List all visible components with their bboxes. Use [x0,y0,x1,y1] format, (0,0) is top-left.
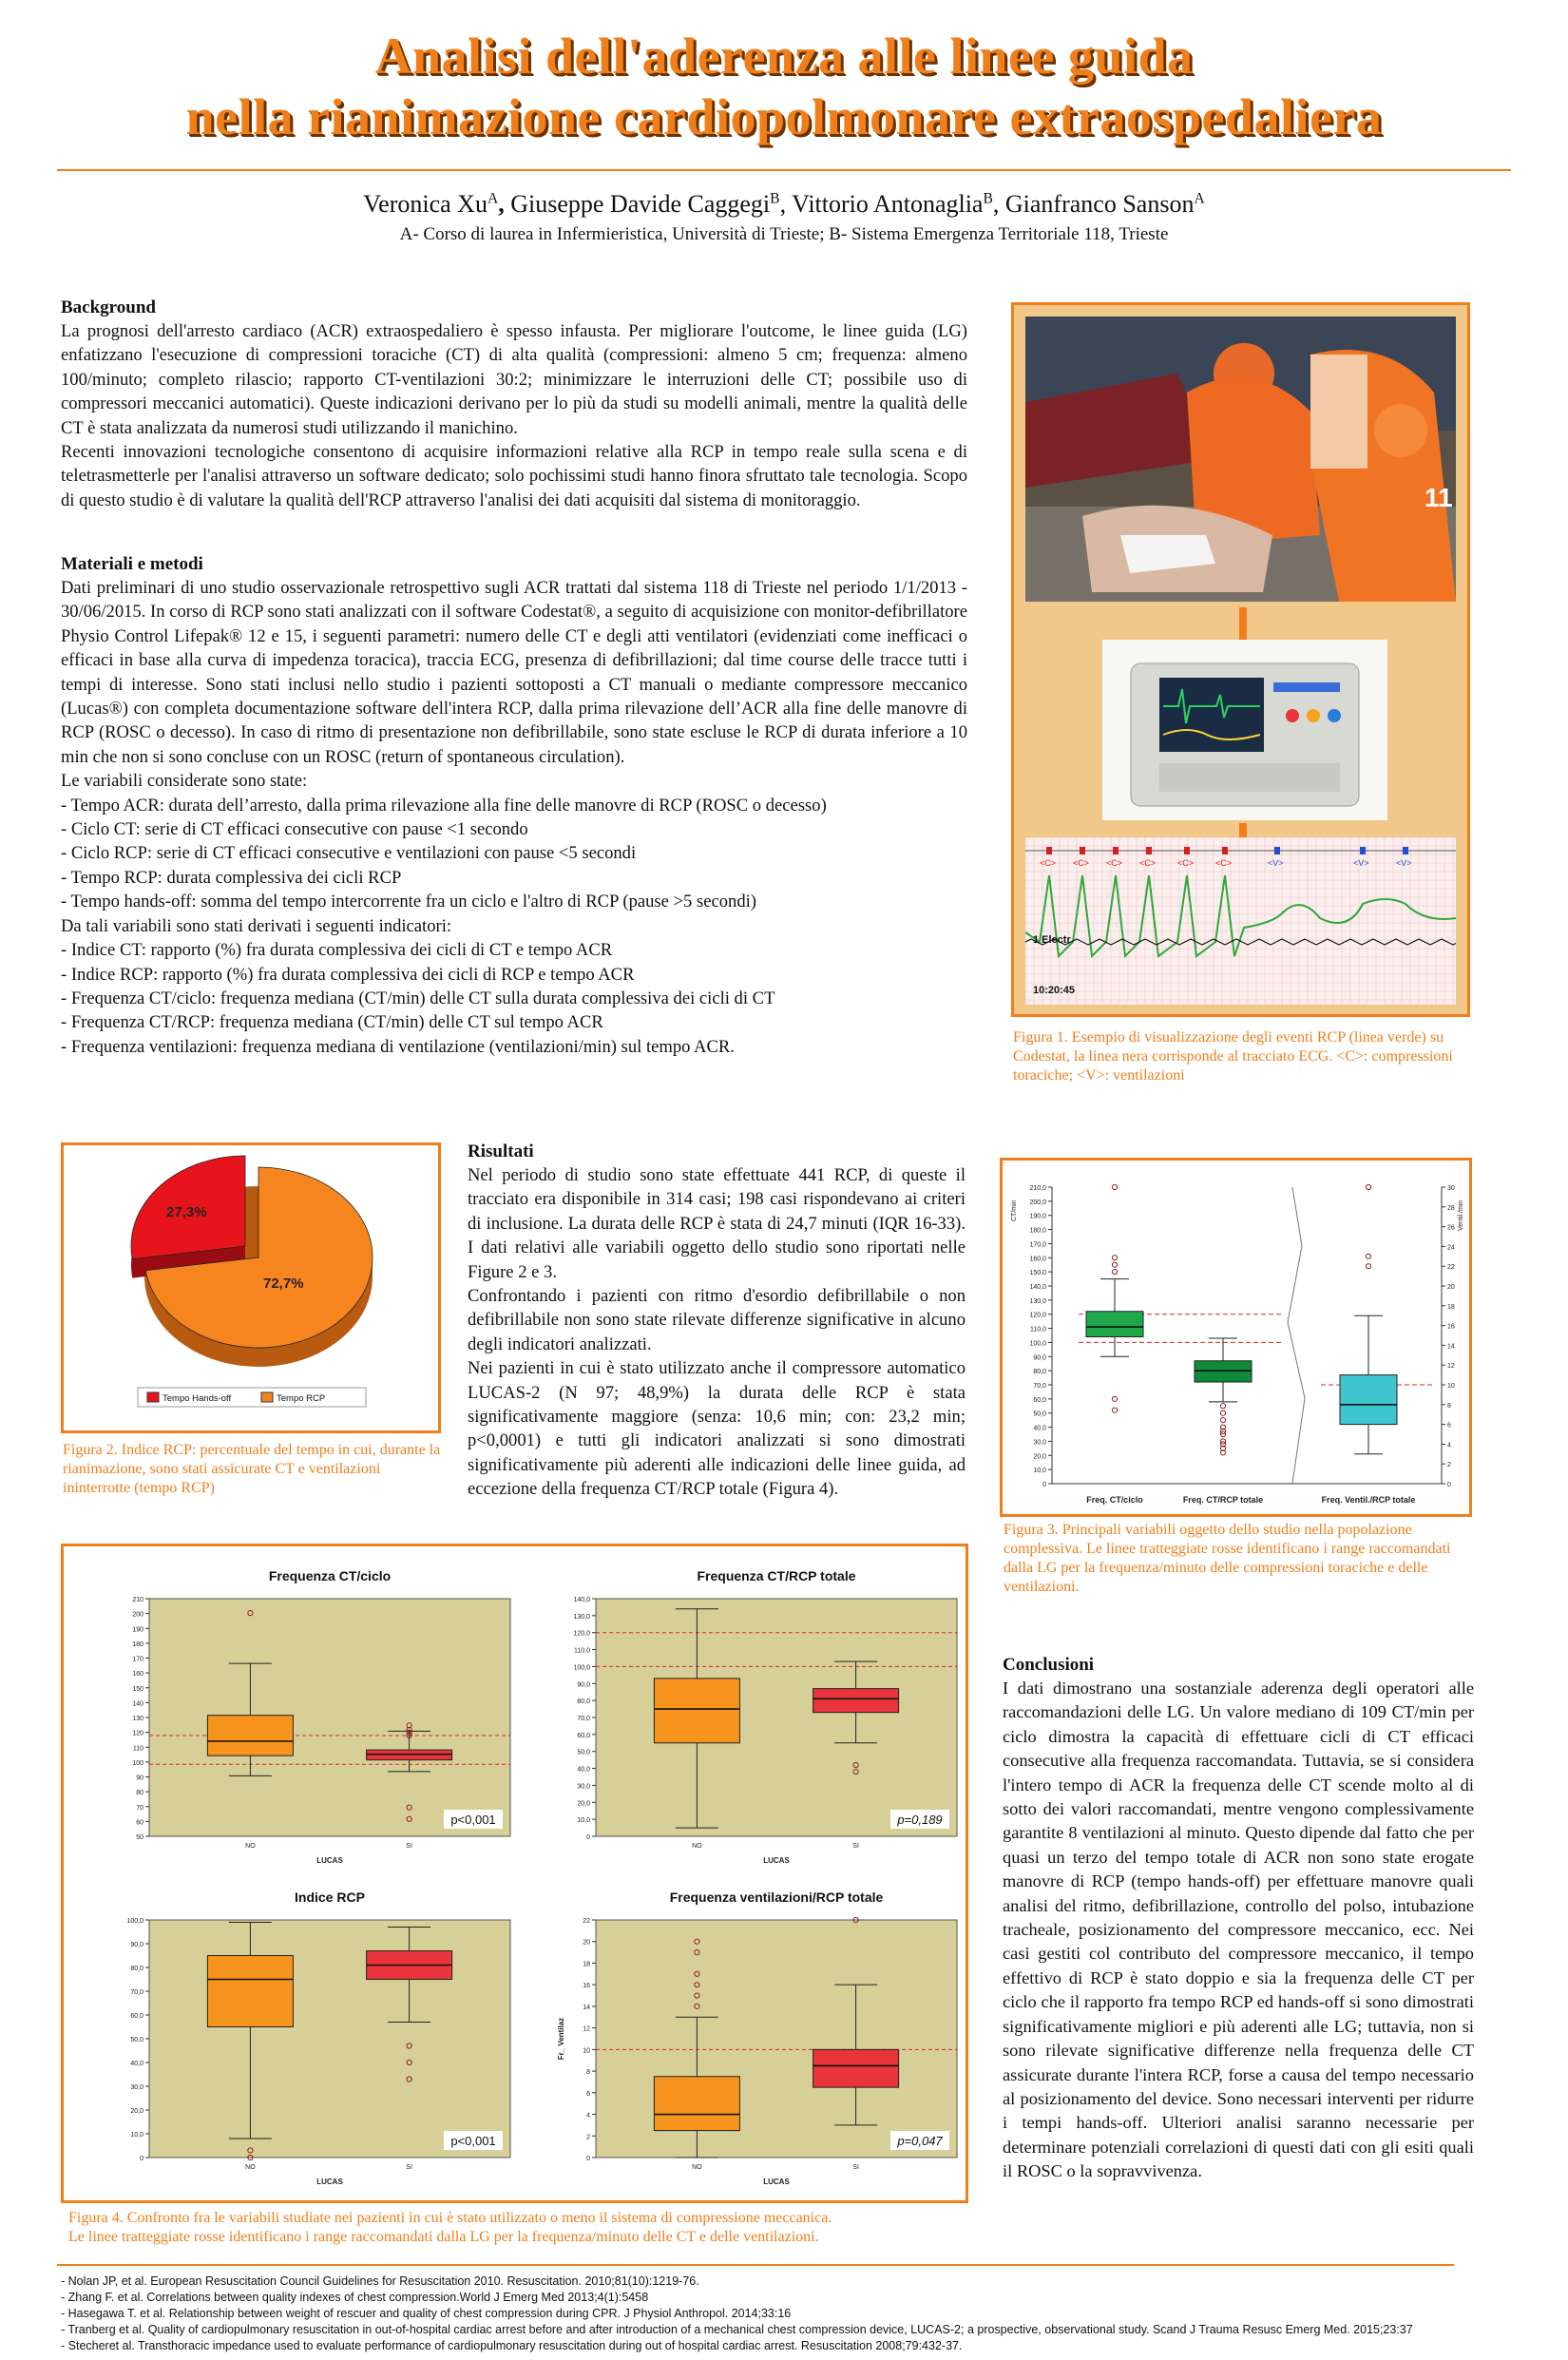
fig3-tick-label-left: 200,0 [1029,1199,1046,1206]
fig4-tick-label: 100,0 [573,1664,590,1672]
author-3: Vittorio Antonaglia [792,190,984,218]
methods-ind-4: - Frequenza CT/RCP: frequenza mediana (CT/min) delle CT sul tempo ACR [61,1012,603,1033]
fig4-panel-title: Frequenza CT/ciclo [268,1568,392,1583]
fig4-tick-label: 130 [132,1716,143,1722]
fig3-tick-label-left: 150,0 [1029,1270,1046,1277]
author-2: Giuseppe Davide Caggegi [510,190,771,218]
pie-label-rcp: 72,7% [263,1276,304,1292]
fig4-group-label: SI [406,2164,412,2171]
compression-marker-icon [1222,847,1228,854]
fig3-tick-label-left: 50,0 [1033,1410,1046,1418]
fig4-tick-label: 160 [132,1671,143,1679]
fig3-tick-label-left: 80,0 [1033,1369,1046,1376]
figure1-panel [1011,302,1470,1017]
fig4-tick-label: 60,0 [577,1732,590,1739]
ecg-marker-label: <C> [1139,858,1157,868]
fig3-ylabel-right: Ventil./min [1458,1199,1464,1231]
methods-heading: Materiali e metodi [61,554,203,574]
fig4-tick-label: 20,0 [130,2108,143,2115]
fig4-tick-label: 0 [586,2156,590,2162]
fig3-tick-label-right: 10 [1447,1383,1455,1390]
fig4-p-value: p<0,001 [450,1813,496,1827]
compression-marker-icon [1113,847,1119,854]
fig4-tick-label: 70,0 [130,1989,143,1996]
fig4-xlabel: LUCAS [763,2178,790,2186]
fig4-tick-label: 110,0 [574,1647,590,1655]
figure3-caption: Figura 3. Principali variabili oggetto dello studio nella popolazione complessiva. Le linee tratteggiate rosse identificano i range raccomandati dalla LG per la frequenza/minuto delle compressioni toraciche e delle ventilazioni. [1004,1522,1451,1595]
ecg-background [1025,837,1456,1005]
methods-var-2: - Ciclo CT: serie di CT efficaci consecutive con pause <1 secondo [61,819,528,840]
fig3-tick-label-left: 10,0 [1033,1468,1046,1475]
fig4-tick-label: 20 [583,1939,590,1947]
fig4-tick-label: 4 [586,2112,590,2120]
fig3-tick-label-right: 0 [1447,1482,1451,1488]
fig4-tick-label: 2 [586,2134,590,2141]
fig3-x-label: Freq. CT/ciclo [1086,1495,1143,1505]
reference-5: - Stecheret al. Transthoracic impedance used to evaluate performance of cardiopulmonary resuscitation during out of hospital cardiac arrest. Resuscitation 2008;79:432-37. [61,2339,963,2352]
conclusions-p1: I dati dimostrano una sostanziale aderenza degli operatori alle raccomandazioni delle LG. Un valore mediano di 109 CT/min per ciclo dimostra la capacità di effettuare cicli di CT efficaci consecutive alla frequenza raccomandata. Tuttavia, se si considera l'intero tempo di ACR la frequenza delle CT scende molto al di sotto dei valori raccomandati, mentre vengono complessivamente garantite 8 ventilazioni al minuto. Questo dipende dal fatto che per quasi un terzo del tempo totale di ACR non sono state erogate manovre di RCP (tempo hands-off) per effettuare manovre quali analisi del ritmo, defibrillazione, controllo del polso, intubazione tracheale, posizionamento del compressore meccanico, ecc. Nei casi gestiti col contributo del compressore meccanico, il tempo effettivo di RCP è stato doppio e sia la frequenza delle CT per ciclo che il rapporto fra tempo RCP ed hands-off si sono dimostrati significativamente migliori e più aderenti alle LG; tuttavia, non si sono rilevate significative differenze nella frequenza delle CT assicurate durante l'intera RCP, forse a causa del tempo necessario al posizionamento del device. Sono necessari interventi per ridurre i tempi hands-off. Ulteriori analisi saranno necessarie per determinare potenziali correlazioni di questi dati con gli esiti quali il ROSC o la sopravvivenza. [1003,1679,1474,2181]
methods-var-5: - Tempo hands-off: somma del tempo intercorrente fra un ciclo e l'altro di RCP (pause >5 secondi) [61,892,756,912]
reference-1: - Nolan JP, et al. European Resuscitation Council Guidelines for Resuscitation 2010. Resuscitation. 2010;81(10):1219-76. [61,2274,699,2288]
results-p2: Confrontando i pazienti con ritmo d'esordio defibrillabile o non defibrillabile non sono state rilevate differenze significative in alcuno degli indicatori analizzati. [468,1286,966,1354]
fig3-ylabel-left: CT/min [1011,1199,1018,1221]
compression-marker-icon [1184,847,1190,854]
compression-marker-icon [1046,847,1052,854]
fig3-tick-label-left: 140,0 [1029,1284,1046,1291]
fig3-box-1-outlier [1112,1270,1117,1275]
fig3-tick-label-left: 60,0 [1033,1396,1046,1404]
fig3-tick-label-right: 26 [1447,1224,1455,1232]
poster-title-line2: nella rianimazione cardiopolmonare extraospedaliera [185,88,1383,145]
fig3-box-1-outlier [1112,1184,1117,1189]
defibrillator-monitor [1102,640,1387,820]
fig4-tick-label: 140 [132,1700,143,1708]
fig4-box-no-box [654,1679,739,1743]
fig4-plot-area [596,1599,957,1836]
fig4-group-label: NO [692,2164,702,2171]
fig4-tick-label: 70 [136,1804,143,1812]
fig3-box-1-outlier [1112,1262,1117,1267]
fig4-tick-label: 210 [132,1597,143,1603]
fig4-tick-label: 6 [586,2090,590,2098]
fig3-tick-label-left: 120,0 [1029,1312,1046,1319]
fig4-plot-area [149,1920,510,2158]
fig3-tick-label-right: 18 [1447,1303,1455,1311]
fig4-group-label: SI [406,1843,412,1850]
fig4-tick-label: 14 [583,2004,590,2011]
fig3-box-2-outlier [1220,1404,1225,1409]
fig3-box-2-outlier [1220,1410,1225,1415]
fig4-tick-label: 60,0 [130,2013,143,2020]
ecg-time: 10:20:45 [1033,985,1076,996]
fig4-panel-title: Frequenza CT/RCP totale [697,1568,856,1583]
ecg-label: 1 Electr [1033,934,1071,946]
fig4-tick-label: 10 [583,2047,590,2055]
fig3-tick-label-left: 170,0 [1029,1241,1046,1249]
fig4-xlabel: LUCAS [316,1856,343,1865]
fig4-tick-label: 30,0 [577,1783,590,1791]
ventilation-marker-icon [1403,847,1408,854]
fig4-tick-label: 100 [132,1759,143,1767]
legend-label-handsoff: Tempo Hands-off [163,1393,232,1404]
fig3-break-line [1288,1187,1305,1484]
fig3-box-3-outlier [1366,1264,1370,1269]
reference-2: - Zhang F. et al. Correlations between quality indexes of chest compression.World J Emerg Med 2013;4(1):5458 [61,2291,649,2304]
fig4-box-si-box [813,2049,899,2087]
fig4-tick-label: 10,0 [130,2132,143,2139]
results-heading: Risultati [468,1142,534,1161]
ecg-marker-label: <V> [1353,858,1369,868]
results-p3: Nei pazienti in cui è stato utilizzato anche il compressore automatico LUCAS-2 (N 97; 48,9%) la durata delle RCP è stata significativamente maggiore (senza: 10,6 min; con: 23,2 min; p<0,0001) e tutti gli indicatori analizzati si sono dimostrati significativamente più aderenti alle indicazioni delle linee guida, ad eccezione della frequenza CT/RCP totale (Figura 4). [468,1358,966,1500]
fig3-box-3-outlier [1366,1184,1370,1189]
fig3-box-1-outlier [1112,1408,1117,1412]
methods-ind-2: - Indice RCP: rapporto (%) fra durata complessiva dei cicli di RCP e tempo ACR [61,964,635,985]
rescue-photo [1025,317,1456,602]
ventilation-marker-icon [1360,847,1366,854]
fig4-tick-label: 50,0 [577,1749,590,1756]
fig4-box-no-box [207,1956,293,2027]
fig4-tick-label: 8 [586,2069,590,2077]
figure4-panel [61,1544,968,2203]
fig4-group-label: SI [852,2164,859,2171]
figure3-panel [1000,1158,1472,1517]
fig3-tick-label-left: 100,0 [1029,1340,1046,1348]
fig4-tick-label: 150 [132,1685,143,1693]
figure4-caption [68,2209,971,2247]
fig3-box-1-box [1086,1312,1143,1337]
fig4-tick-label: 170 [132,1656,143,1663]
title-rule [57,169,1511,171]
fig3-tick-label-right: 6 [1447,1422,1451,1429]
figure3-boxplot [1003,1161,1469,1514]
fig4-box-si-box [813,1689,899,1713]
methods-section [61,553,967,1059]
fig3-tick-label-left: 30,0 [1033,1439,1046,1447]
fig3-tick-label-right: 28 [1447,1204,1455,1212]
figure4-caption-line1: Figura 4. Confronto fra le variabili studiate nei pazienti in cui è stato utilizzato o meno il sistema di compressione meccanica. [68,2210,832,2226]
fig3-box-3-outlier [1366,1254,1370,1258]
fig4-tick-label: 70,0 [577,1716,590,1722]
fig3-tick-label-left: 160,0 [1029,1256,1046,1263]
fig3-box-3-box [1340,1375,1397,1425]
ecg-marker-label: <C> [1040,858,1057,868]
fig3-tick-label-right: 30 [1447,1185,1455,1192]
fig4-group-label: SI [852,1843,859,1850]
fig4-tick-label: 180 [132,1640,143,1648]
fig3-tick-label-left: 130,0 [1029,1297,1046,1305]
fig4-tick-label: 10,0 [577,1817,590,1825]
footer-rule [57,2264,1454,2266]
fig4-xlabel: LUCAS [316,2178,343,2186]
affiliations: A- Corso di laurea in Infermieristica, Università di Trieste; B- Sistema Emergenza Territoriale 118, Trieste [399,224,1169,244]
fig4-tick-label: 40,0 [130,2061,143,2067]
svg-text:11: 11 [1425,483,1453,512]
fig4-panel-title: Indice RCP [295,1890,365,1905]
fig4-tick-label: 22 [583,1918,590,1925]
fig4-tick-label: 80,0 [130,1966,143,1972]
methods-ind-5: - Frequenza ventilazioni: frequenza mediana di ventilazione (ventilazioni/min) sul tempo ACR. [61,1036,735,1057]
ecg-marker-label: <C> [1106,858,1123,868]
fig4-tick-label: 130,0 [573,1613,590,1621]
fig3-tick-label-left: 190,0 [1029,1213,1046,1220]
references [61,2274,1515,2354]
fig4-tick-label: 30,0 [130,2084,143,2091]
legend-swatch-handsoff [147,1392,159,1402]
fig4-tick-label: 90,0 [130,1942,143,1948]
fig4-ylabel: Fr_ Ventilaz [557,2017,565,2061]
author-2-sup: B [770,190,780,207]
methods-var-1: - Tempo ACR: durata dell’arresto, dalla prima rilevazione alla fine delle manovre di RCP (ROSC o decesso) [61,795,827,815]
fig4-tick-label: 0 [140,2156,143,2162]
figure1-caption: Figura 1. Esempio di visualizzazione degli eventi RCP (linea verde) su Codestat, la linea nera corrisponde al tracciato ECG. <C>: compressioni toraciche; <V>: ventilazioni [1013,1029,1453,1084]
figure4-caption-line2: Le linee tratteggiate rosse identificano i range raccomandati dalla LG per la frequenza/minuto delle CT e delle ventilazioni. [68,2229,819,2245]
pie-chart [64,1145,438,1430]
background-section [61,297,967,512]
author-1: Veronica Xu [363,190,488,218]
fig4-tick-label: 50 [136,1834,143,1841]
fig4-tick-label: 16 [583,1983,590,1990]
fig4-box-no-box [654,2077,739,2131]
fig4-tick-label: 40,0 [577,1766,590,1774]
results-section [468,1141,966,1502]
ecg-marker-label: <C> [1215,858,1233,868]
fig3-tick-label-left: 110,0 [1030,1326,1046,1333]
fig4-tick-label: 190 [132,1626,143,1634]
author-4-sup: A [1194,190,1205,207]
background-p1: La prognosi dell'arresto cardiaco (ACR) extraospedaliero è spesso infausta. Per migliorare l'outcome, le linee guida (LG) enfatizzano l'esecuzione di compressioni toraciche (CT) di alta qualità (compressioni: almeno 5 cm; frequenza: almeno 100/minuto; completo rilascio; rapporto CT-ventilazioni 30:2; minimizzare le interruzioni delle CT; possibile uso di compressori meccanici automatici). Queste indicazioni derivano per lo più da studi su modelli animali, mentre la qualità delle CT è stata analizzata da numerosi studi utilizzando il manichino. [61,321,967,438]
fig4-tick-label: 120 [132,1730,143,1737]
fig4-group-label: NO [245,2164,256,2171]
compression-marker-icon [1146,847,1152,854]
fig3-tick-label-right: 20 [1447,1284,1455,1291]
fig4-panel-title: Frequenza ventilazioni/RCP totale [669,1890,884,1905]
fig3-box-1-outlier [1112,1256,1117,1260]
methods-p1: Dati preliminari di uno studio osservazionale retrospettivo sugli ACR trattati dal sistema 118 di Trieste nel periodo 1/1/2013 - 30/06/2015. In corso di RCP sono stati analizzati con il software Codestat®, a seguito di acquisizione con monitor-defibrillatore Physio Control Lifepak® 12 e 15, i seguenti parametri: numero delle CT e degli atti ventilatori (evidenziati come inefficaci o efficaci in base alla curva di impedenza toracica), traccia ECG, presenza di defibrillazioni; dal time course delle tracce tutti i tempi di interesse. Sono stati inclusi nello studio i pazienti sottoposti a CT manuali o mediante compressore meccanico (Lucas®) con completa documentazione software dell'intera RCP, dalla prima rilevazione dell’ACR alla fine delle manovre di RCP (ROSC o decesso). In caso di ritmo di presentazione non defibrillabile, sono state escluse le RCP di durata inferiore a 10 min che non si sono concluse con un ROSC (return of spontaneous circulation). [61,578,967,767]
fig3-tick-label-right: 16 [1447,1323,1455,1331]
fig4-p-value: p<0,001 [450,2134,496,2148]
figure2-caption: Figura 2. Indice RCP: percentuale del tempo in cui, durante la rianimazione, sono stati assicurate CT e ventilazioni ininterrotte (tempo RCP) [63,1442,441,1496]
fig4-tick-label: 50,0 [130,2037,143,2043]
methods-vars-intro: Le variabili considerate sono state: [61,771,308,792]
reference-4: - Tranberg et al. Quality of cardiopulmonary resuscitation in out-of-hospital cardiac arrest before and after introduction of a mechanical chest compression device, LUCAS-2; a prospective, observational study. Scand J Trauma Resusc Emerg Med. 2015;23:37 [61,2323,1413,2336]
fig4-tick-label: 200 [132,1611,143,1619]
legend-label-rcp: Tempo RCP [277,1393,326,1404]
ecg-marker-label: <V> [1396,858,1412,868]
ecg-marker-label: <C> [1177,858,1195,868]
figure4-boxplots [64,1546,966,2200]
background-heading: Background [61,297,156,317]
fig4-plot-area [149,1599,510,1836]
fig4-group-label: NO [245,1843,256,1850]
fig4-tick-label: 90,0 [577,1681,590,1689]
ecg-trace [1025,837,1456,1005]
poster-title-line1: Analisi dell'aderenza alle linee guida [374,28,1194,85]
fig4-group-label: NO [692,1843,702,1850]
conclusions-heading: Conclusioni [1003,1655,1095,1675]
authors: Veronica $Xu^A$, Giuseppe Davide Caggegi$^B$, Vittorio Antonaglia$^B$, Gianfranco Sanson$^A$ [363,190,1205,218]
ventilation-marker-icon [1274,847,1280,854]
fig4-p-value: p=0,047 [897,2134,943,2148]
fig4-tick-label: 80,0 [577,1698,590,1706]
fig3-tick-label-left: 0 [1042,1482,1046,1488]
fig4-tick-label: 20,0 [577,1800,590,1808]
fig3-x-label: Freq. Ventil./RCP totale [1321,1495,1416,1505]
legend-swatch-rcp [261,1392,273,1402]
fig4-tick-label: 18 [583,1961,590,1968]
reference-3: - Hasegawa T. et al. Relationship between weight of rescuer and quality of chest compression during CPR. J Physiol Anthropol. 2014;33:16 [61,2307,792,2320]
fig3-box-1-outlier [1112,1396,1117,1401]
fig3-box-2-outlier [1220,1418,1225,1423]
fig3-tick-label-left: 20,0 [1033,1453,1046,1461]
author-3-sup: B [983,190,993,207]
compression-marker-icon [1080,847,1085,854]
ecg-marker-label: <C> [1073,858,1090,868]
fig4-p-value: p=0,189 [897,1813,943,1827]
fig3-tick-label-right: 2 [1447,1462,1451,1469]
author-1-sup: A [487,190,499,207]
methods-var-3: - Ciclo RCP: serie di CT efficaci consecutive e ventilazioni con pause <5 secondi [61,843,637,864]
figure2-panel [61,1142,441,1433]
fig4-tick-label: 140,0 [573,1597,590,1603]
fig3-tick-label-left: 180,0 [1029,1227,1046,1235]
methods-ind-3: - Frequenza CT/ciclo: frequenza mediana (CT/min) delle CT sulla durata complessiva dei cicli di CT [61,988,775,1008]
ecg-marker-label: <V> [1268,858,1284,868]
fig4-tick-label: 12 [583,2025,590,2033]
fig4-tick-label: 110 [132,1745,143,1753]
methods-ind-intro: Da tali variabili sono stati derivati i seguenti indicatori: [61,915,452,936]
fig3-tick-label-right: 22 [1447,1264,1455,1272]
author-4: Gianfranco Sanson [1004,190,1195,218]
results-p1: Nel periodo di studio sono state effettuate 441 RCP, di queste il tracciato era disponibile in 314 casi; 198 casi rispondevano ai criteri di inclusione. La durata delle RCP è stata di 24,7 minuti (IQR 16-33). I dati relativi alle variabili oggetto dello studio sono riportati nelle Figure 2 e 3. [468,1165,966,1282]
fig3-tick-label-right: 12 [1447,1363,1455,1371]
fig4-tick-label: 80 [136,1790,143,1797]
fig4-xlabel: LUCAS [763,1856,790,1865]
fig4-tick-label: 120,0 [573,1630,590,1638]
fig3-tick-label-left: 210,0 [1029,1185,1046,1192]
methods-var-4: - Tempo RCP: durata complessiva dei cicli RCP [61,867,402,888]
fig3-tick-label-right: 4 [1447,1442,1451,1449]
fig3-tick-label-right: 14 [1447,1343,1455,1351]
fig3-tick-label-left: 90,0 [1033,1354,1046,1362]
fig4-tick-label: 90 [136,1775,143,1782]
fig3-tick-label-left: 40,0 [1033,1425,1046,1432]
fig3-tick-label-right: 24 [1447,1244,1455,1252]
conclusions-section [1003,1654,1474,2184]
fig4-tick-label: 100,0 [126,1918,143,1925]
fig4-plot-area [596,1920,957,2158]
methods-ind-1: - Indice CT: rapporto (%) fra durata complessiva dei cicli di CT e tempo ACR [61,940,613,961]
fig3-x-label: Freq. CT/RCP totale [1182,1495,1264,1505]
fig3-tick-label-left: 70,0 [1033,1383,1046,1390]
pie-label-handsoff: 27,3% [166,1204,207,1220]
fig4-tick-label: 60 [136,1819,143,1827]
fig4-tick-label: 0 [586,1834,590,1841]
fig4-box-no-box [207,1716,293,1756]
background-p2: Recenti innovazioni tecnologiche consentono di acquisire informazioni relative alla RCP in tempo reale sulla scena e di teletrasmetterle per l'analisi attraverso un software dedicato; solo pochissimi studi hanno finora sfruttato tale tecnologia. Scopo di questo studio è di valutare la qualità dell'RCP attraverso l'analisi dei dati acquisiti dal sistema di monitoraggio. [61,442,967,510]
fig3-tick-label-right: 8 [1447,1402,1451,1410]
